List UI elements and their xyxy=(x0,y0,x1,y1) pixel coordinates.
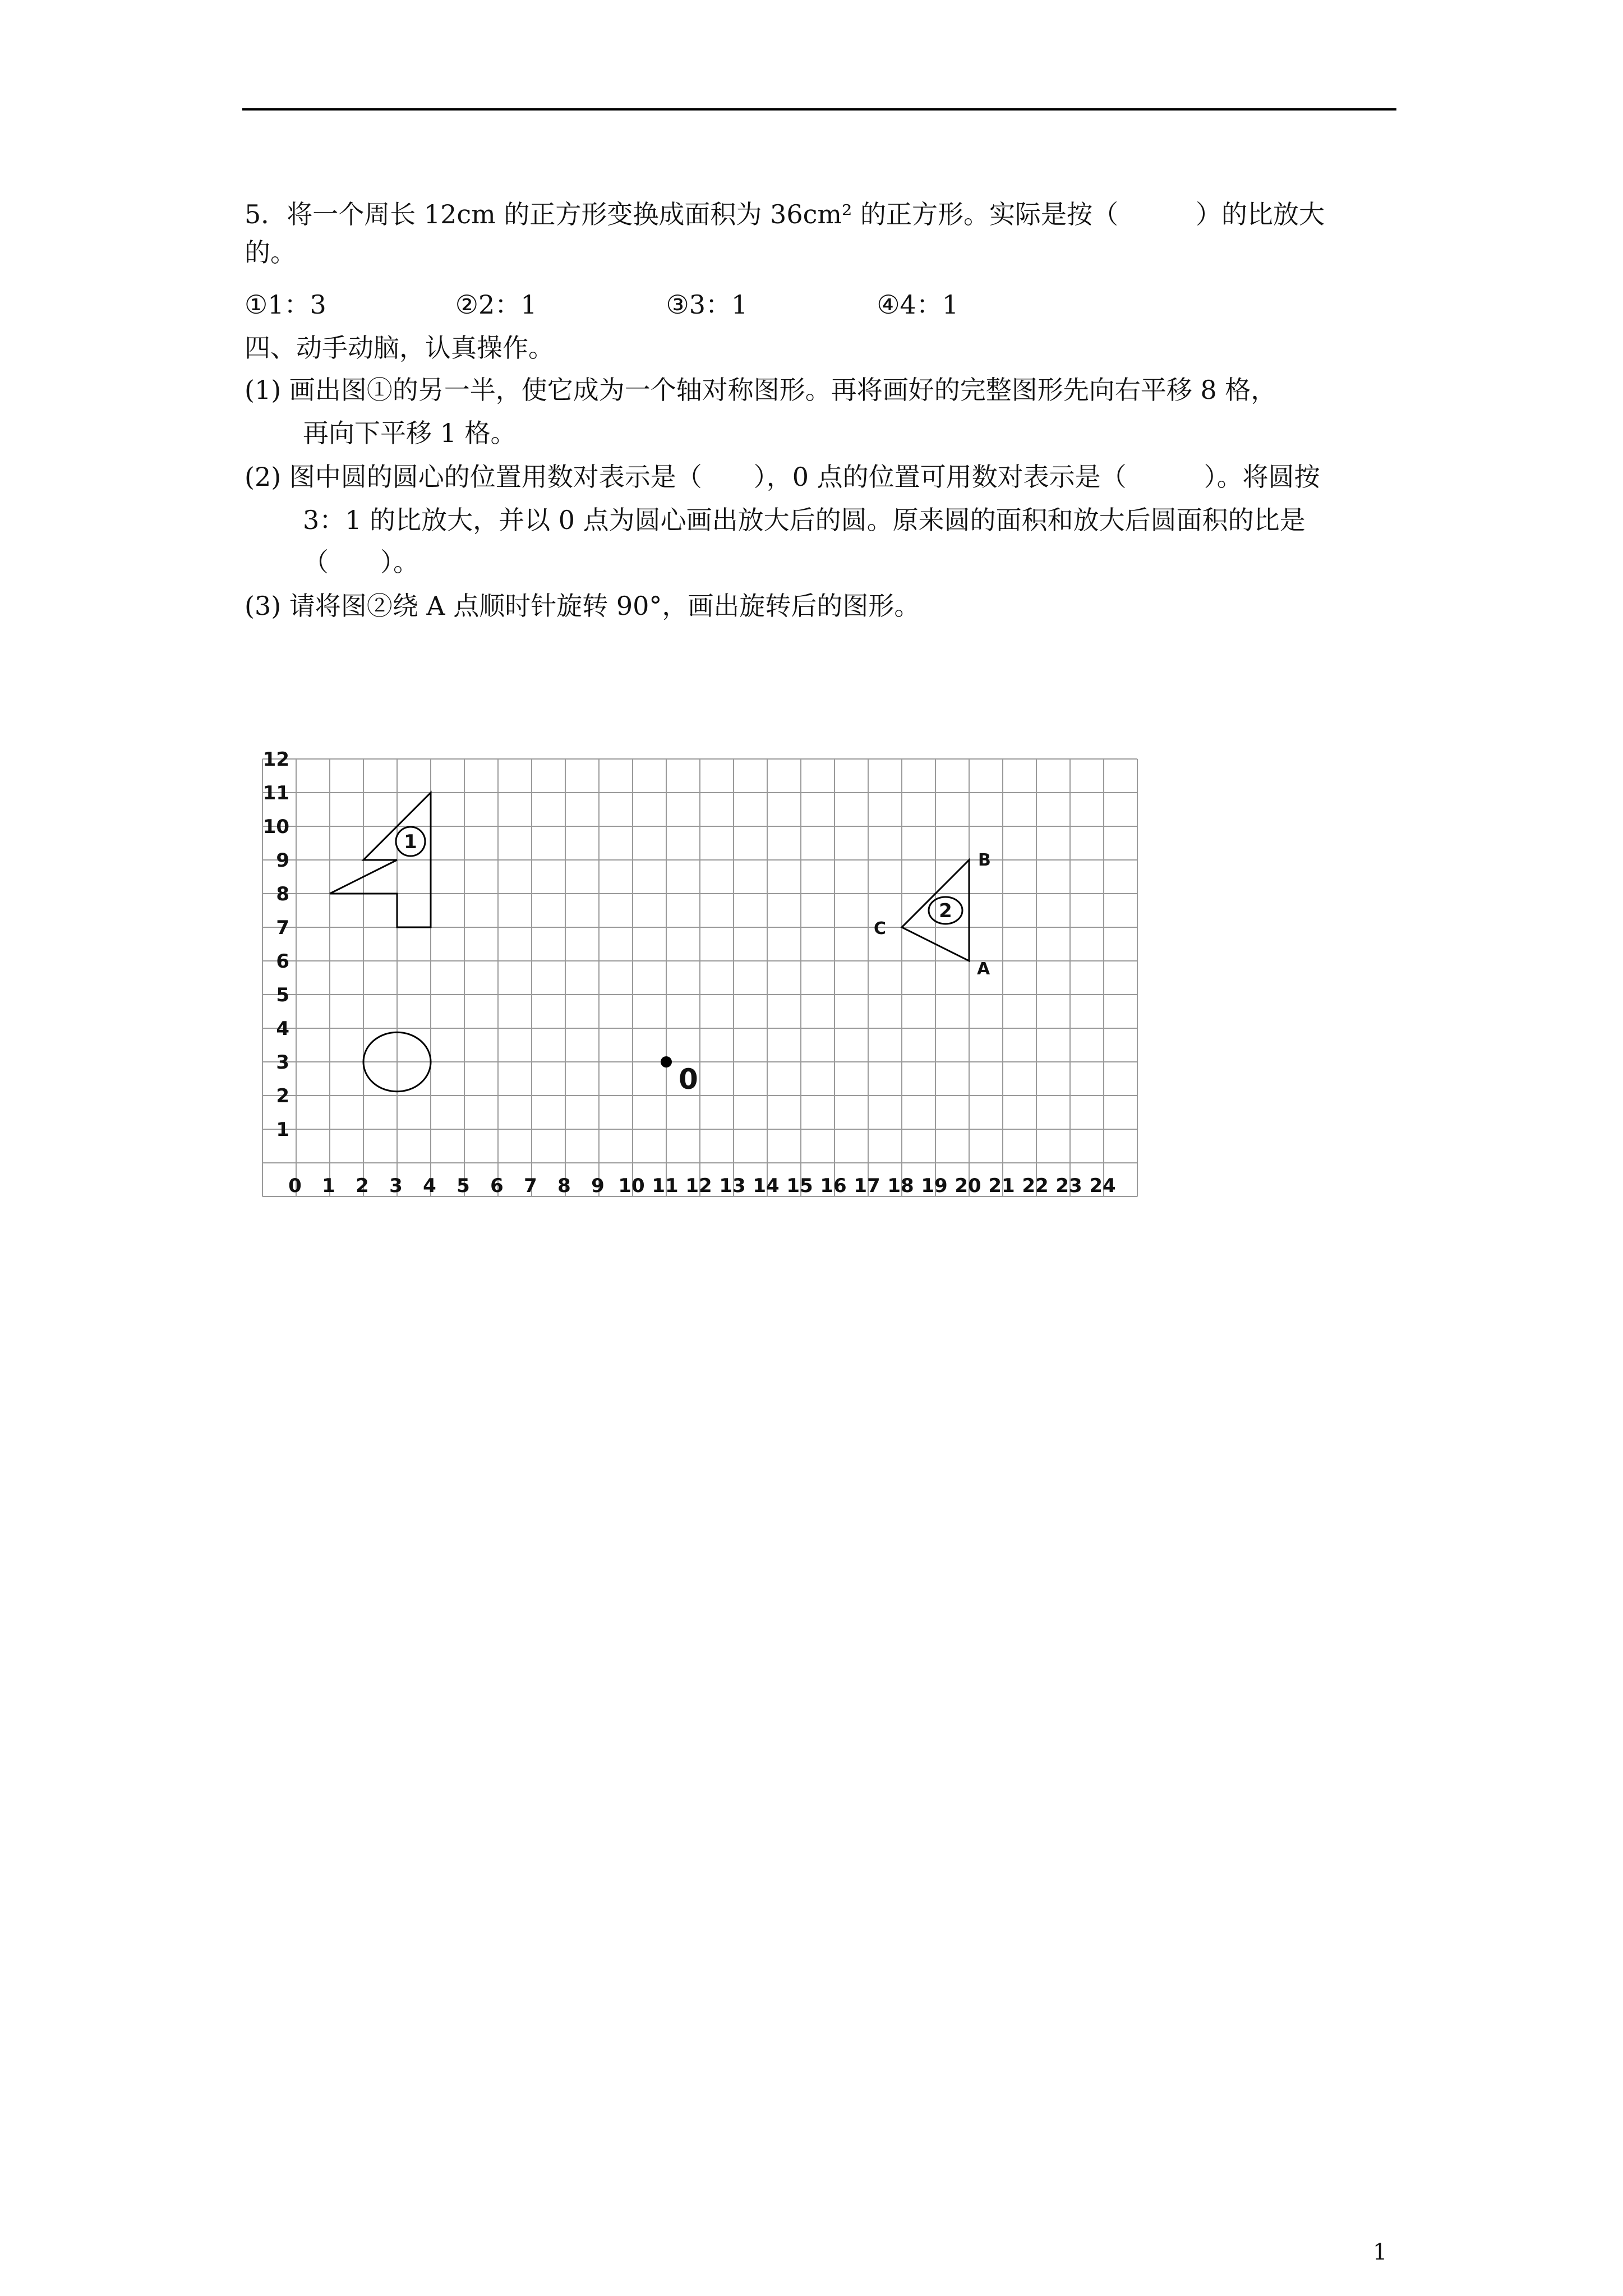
point-A-label: A xyxy=(977,959,990,979)
coordinate-grid-figure xyxy=(262,748,1144,1203)
x-tick-label: 17 xyxy=(854,1175,880,1197)
y-tick-label: 11 xyxy=(262,782,289,804)
x-tick-label: 9 xyxy=(591,1175,605,1197)
y-tick-label: 8 xyxy=(276,883,289,905)
x-tick-label: 14 xyxy=(753,1175,780,1197)
x-tick-label: 15 xyxy=(786,1175,813,1197)
page-number: 1 xyxy=(1373,2239,1387,2265)
header-rule xyxy=(242,108,1396,111)
x-tick-label: 2 xyxy=(356,1175,369,1197)
task-1-line-1: (1) 画出图①的另一半，使它成为一个轴对称图形。再将画好的完整图形先向右平移 8 格， xyxy=(245,375,1277,405)
y-tick-label: 1 xyxy=(276,1119,289,1141)
question-5-line-2: 的。 xyxy=(245,237,296,268)
task-2-line-1: (2) 图中圆的圆心的位置用数对表示是（ ），0 点的位置可用数对表示是（ ）。将圆按 xyxy=(245,462,1320,492)
y-tick-label: 5 xyxy=(276,984,289,1006)
x-tick-label: 3 xyxy=(389,1175,403,1197)
x-tick-label: 4 xyxy=(423,1175,436,1197)
y-tick-label: 10 xyxy=(262,816,289,838)
task-2-line-3: （ ）。 xyxy=(303,547,419,577)
x-tick-label: 24 xyxy=(1089,1175,1116,1197)
x-tick-label: 20 xyxy=(955,1175,981,1197)
x-tick-label: 6 xyxy=(490,1175,504,1197)
task-3-line: (3) 请将图②绕 A 点顺时针旋转 90°，画出旋转后的图形。 xyxy=(245,591,920,621)
x-tick-label: 0 xyxy=(288,1175,302,1197)
x-tick-label: 10 xyxy=(618,1175,645,1197)
shape-2-label: 2 xyxy=(939,900,952,922)
x-tick-label: 23 xyxy=(1055,1175,1082,1197)
y-tick-label: 4 xyxy=(276,1018,289,1040)
shape-1-label: 1 xyxy=(404,831,417,853)
point-O-label: 0 xyxy=(679,1063,698,1096)
point-O-dot xyxy=(661,1056,672,1068)
x-tick-label: 1 xyxy=(322,1175,335,1197)
y-tick-label: 12 xyxy=(262,748,289,771)
task-1-line-2: 再向下平移 1 格。 xyxy=(303,418,517,448)
x-tick-label: 8 xyxy=(557,1175,571,1197)
task-2-line-2: 3：1 的比放大，并以 0 点为圆心画出放大后的圆。原来圆的面积和放大后圆面积的比是 xyxy=(303,505,1306,535)
x-tick-label: 18 xyxy=(887,1175,914,1197)
question-5-options: ①1：3 ②2：1 ③3：1 ④4：1 xyxy=(245,289,959,320)
x-tick-label: 16 xyxy=(820,1175,847,1197)
x-tick-label: 19 xyxy=(921,1175,948,1197)
grid-lines xyxy=(262,759,1137,1197)
shapes xyxy=(330,793,991,1096)
y-tick-label: 3 xyxy=(276,1051,289,1074)
x-tick-label: 12 xyxy=(685,1175,712,1197)
x-tick-label: 7 xyxy=(524,1175,537,1197)
point-B-label: B xyxy=(978,850,991,870)
section-4-heading: 四、动手动脑，认真操作。 xyxy=(245,333,554,363)
x-tick-label: 22 xyxy=(1022,1175,1049,1197)
question-5-line-1: 5．将一个周长 12cm 的正方形变换成面积为 36cm² 的正方形。实际是按（ ）的比放大 xyxy=(245,199,1325,229)
y-tick-label: 6 xyxy=(276,950,289,973)
y-tick-label: 2 xyxy=(276,1085,289,1107)
x-tick-label: 21 xyxy=(988,1175,1015,1197)
y-tick-label: 9 xyxy=(276,849,289,872)
x-tick-label: 11 xyxy=(652,1175,679,1197)
y-tick-label: 7 xyxy=(276,917,289,939)
x-tick-label: 13 xyxy=(719,1175,746,1197)
point-C-label: C xyxy=(874,919,887,938)
x-tick-label: 5 xyxy=(457,1175,470,1197)
